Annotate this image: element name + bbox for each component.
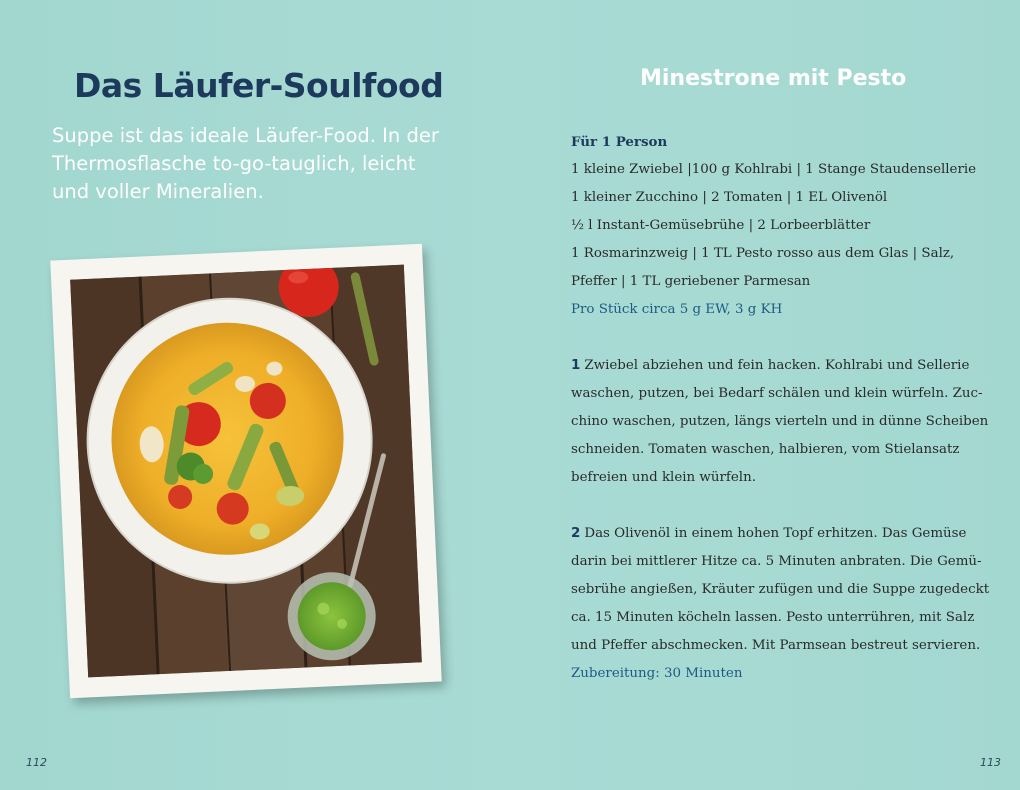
intro-line: Thermosflasche to-go-tauglich, leicht <box>52 152 416 175</box>
step-text: Das Olivenöl in einem hohen Topf erhitzen. Das Gemüse <box>584 526 967 541</box>
ingredient-line: 1 kleine Zwiebel |100 g Kohlrabi | 1 Stange Staudensellerie <box>571 162 977 177</box>
step-1-line: chino waschen, putzen, längs vierteln und in dünne Scheiben <box>571 414 989 429</box>
page-number-left: 112 <box>26 756 47 769</box>
step-2-line: und Pfeffer abschmecken. Mit Parmsean bestreut servieren. <box>571 638 981 653</box>
step-2-line: ca. 15 Minuten köcheln lassen. Pesto unterrühren, mit Salz <box>571 610 975 625</box>
soup-photo-frame <box>50 244 441 698</box>
soup-photo <box>70 265 422 678</box>
ingredient-line: Pfeffer | 1 TL geriebener Parmesan <box>571 274 811 289</box>
left-page-title: Das Läufer-Soulfood <box>74 66 444 105</box>
intro-line: und voller Mineralien. <box>52 180 264 203</box>
recipe-title: Minestrone mit Pesto <box>640 66 907 91</box>
step-2-line: darin bei mittlerer Hitze ca. 5 Minuten anbraten. Die Gemü- <box>571 554 982 569</box>
serving-size: Für 1 Person <box>571 134 668 150</box>
ingredient-line: 1 Rosmarinzweig | 1 TL Pesto rosso aus dem Glas | Salz, <box>571 246 955 261</box>
step-2-line: sebrühe angießen, Kräuter zufügen und die Suppe zugedeckt <box>571 582 990 597</box>
recipe-body <box>571 128 991 688</box>
intro-text <box>52 122 462 206</box>
intro-line: Suppe ist das ideale Läufer-Food. In der <box>52 124 439 147</box>
nutrition-info: Pro Stück circa 5 g EW, 3 g KH <box>571 302 783 317</box>
ingredient-line: ½ l Instant-Gemüsebrühe | 2 Lorbeerblätter <box>571 218 871 233</box>
prep-time: Zubereitung: 30 Minuten <box>571 666 743 681</box>
page-number-right: 113 <box>980 756 1001 769</box>
spacer <box>571 324 991 352</box>
step-1-line: waschen, putzen, bei Bedarf schälen und klein würfeln. Zuc- <box>571 386 983 401</box>
spacer <box>571 492 991 520</box>
step-1-line: schneiden. Tomaten waschen, halbieren, vom Stielansatz <box>571 442 960 457</box>
step-number: 2 <box>571 526 581 541</box>
ingredient-line: 1 kleiner Zucchino | 2 Tomaten | 1 EL Olivenöl <box>571 190 888 205</box>
step-number: 1 <box>571 358 581 373</box>
step-1-line <box>571 352 991 380</box>
step-2-line <box>571 520 991 548</box>
step-1-line: befreien und klein würfeln. <box>571 470 756 485</box>
step-text: Zwiebel abziehen und fein hacken. Kohlrabi und Sellerie <box>584 358 970 373</box>
